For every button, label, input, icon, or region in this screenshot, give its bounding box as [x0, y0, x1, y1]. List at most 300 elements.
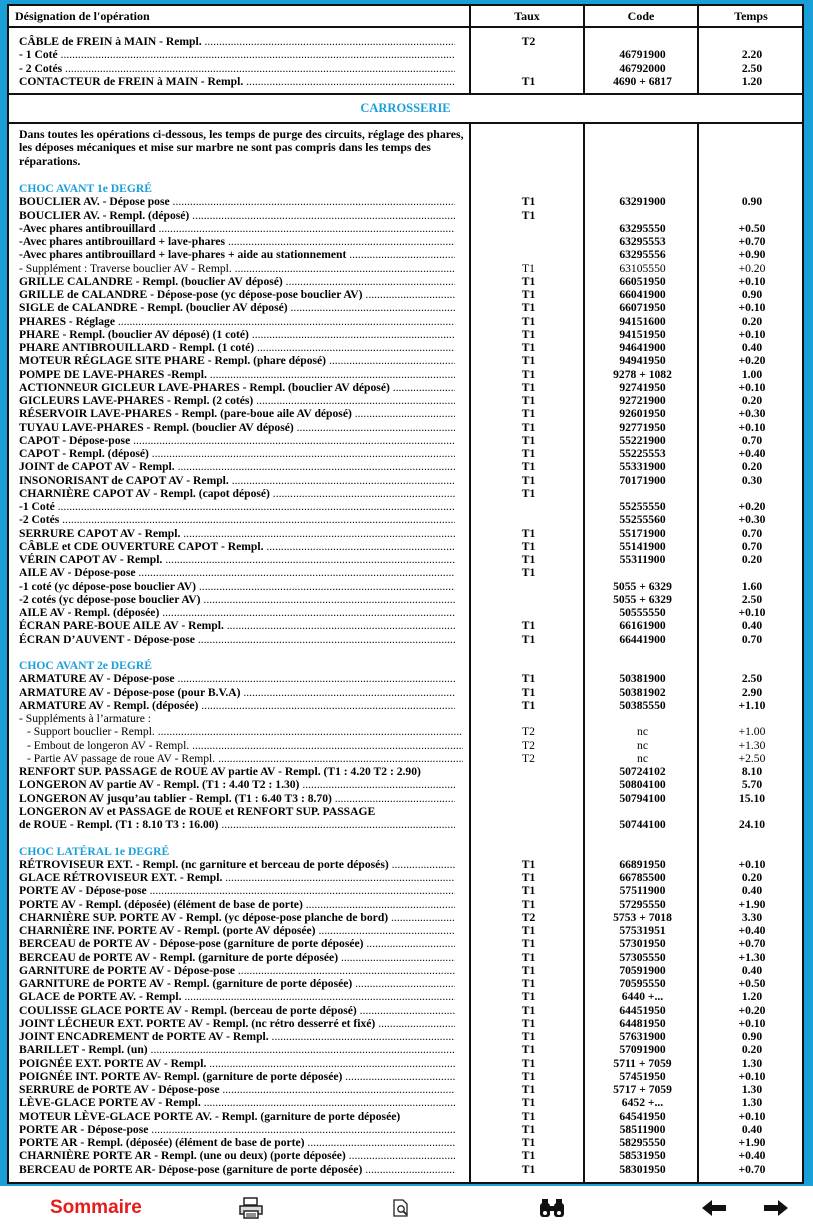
- temps-value: 0.40: [741, 619, 763, 633]
- code-value: 63295550: [619, 221, 666, 235]
- operation-row: [9, 580, 802, 593]
- taux-value: T1: [521, 977, 536, 990]
- code-value: 50804100: [619, 778, 666, 792]
- temps-value: +0.40: [738, 447, 766, 460]
- code-value: 57091900: [619, 1043, 666, 1057]
- operation-row: [9, 328, 802, 341]
- temps-value: +0.40: [738, 1149, 766, 1163]
- code-value: 94151950: [619, 327, 666, 341]
- taux-value: T1: [521, 672, 536, 686]
- operation-row: [9, 752, 802, 765]
- operation-label: SIGLE de CALANDRE - Rempl. (bouclier AV déposé) .....: [19, 301, 455, 314]
- temps-value: +0.10: [738, 1016, 766, 1030]
- temps-value: +0.10: [738, 380, 766, 394]
- code-value: 57531951: [619, 924, 666, 937]
- operation-label: -Avec phares antibrouillard + lave-phares .....: [19, 235, 455, 248]
- code-value: 58511900: [619, 1122, 666, 1136]
- operation-label: GRILLE de CALANDRE - Dépose-pose (yc dépose-pose bouclier AV) .....: [19, 288, 455, 301]
- temps-value: 1.60: [741, 579, 763, 593]
- operation-row: [9, 712, 802, 725]
- code-value: 50381900: [619, 672, 666, 686]
- operation-label: ÉCRAN PARE-BOUE AILE AV - Rempl. .....: [19, 619, 455, 632]
- code-value: 66041900: [619, 288, 666, 301]
- taux-value: T1: [521, 314, 536, 328]
- temps-value: +0.10: [738, 857, 766, 871]
- taux-value: T1: [521, 698, 536, 712]
- operation-label: SERRURE de PORTE AV - Dépose-pose .....: [19, 1083, 455, 1096]
- taux-value: T1: [521, 407, 536, 421]
- taux-value: T1: [521, 1003, 536, 1017]
- taux-value: T1: [521, 1016, 536, 1030]
- code-value: 55225553: [619, 447, 666, 460]
- taux-value: T1: [521, 433, 536, 447]
- sommaire-link[interactable]: Sommaire: [50, 1197, 142, 1218]
- temps-value: +0.20: [738, 354, 766, 368]
- code-value: 58295550: [619, 1136, 666, 1149]
- taux-value: T1: [521, 274, 536, 288]
- operation-label: ARMATURE AV - Dépose-pose (pour B.V.A) .....: [19, 686, 455, 699]
- operation-label: - Embout de longeron AV - Rempl. .....: [19, 739, 463, 752]
- temps-value: +0.70: [738, 235, 766, 248]
- code-value: 66051950: [619, 274, 666, 288]
- taux-value: T1: [521, 354, 536, 368]
- operation-label: CÂBLE et CDE OUVERTURE CAPOT - Rempl. .....: [19, 540, 455, 553]
- temps-value: 0.40: [741, 341, 763, 354]
- temps-value: +0.20: [738, 500, 766, 513]
- code-value: 5055 + 6329: [613, 592, 672, 606]
- operation-label: BERCEAU de PORTE AV - Rempl. (garniture de porte déposée) .....: [19, 951, 455, 964]
- operation-row: [9, 1149, 802, 1162]
- operation-row: [9, 500, 802, 513]
- taux-value: T1: [521, 1083, 536, 1096]
- code-value: nc: [637, 738, 648, 752]
- operation-row: [9, 1083, 802, 1096]
- temps-value: 5.70: [741, 778, 763, 792]
- taux-value: T2: [522, 725, 535, 739]
- operation-row: [9, 606, 802, 619]
- temps-value: +2.50: [738, 751, 766, 765]
- operation-row: [9, 990, 802, 1003]
- code-value: 57305550: [619, 950, 666, 964]
- operation-label: ARMATURE AV - Rempl. (déposée) .....: [19, 699, 455, 712]
- taux-value: T1: [521, 632, 536, 646]
- code-value: 70171900: [619, 473, 666, 487]
- previous-page-button[interactable]: [700, 1194, 728, 1222]
- taux-value: T1: [522, 261, 535, 275]
- temps-value: +0.10: [738, 420, 766, 434]
- operation-label: - 1 Coté .....: [19, 48, 455, 61]
- code-value: 50385550: [619, 698, 666, 712]
- operation-label: BERCEAU de PORTE AV - Dépose-pose (garniture de porte déposée) .....: [19, 937, 455, 950]
- operation-row: [9, 818, 802, 831]
- code-value: 92771950: [619, 420, 666, 434]
- operation-label: BOUCLIER AV. - Rempl. (déposé) .....: [19, 209, 455, 222]
- operation-label: CÂBLE de FREIN à MAIN - Rempl. .....: [19, 35, 455, 48]
- code-value: 66891950: [619, 857, 666, 871]
- operation-row: [9, 686, 802, 699]
- taux-value: T1: [521, 367, 536, 381]
- temps-value: +1.30: [738, 738, 766, 752]
- taux-value: T1: [521, 937, 536, 951]
- operation-row: [9, 884, 802, 897]
- temps-value: 24.10: [738, 818, 766, 831]
- temps-value: 1.30: [741, 1056, 763, 1070]
- taux-value: T1: [521, 924, 536, 937]
- operation-label: -1 coté (yc dépose-pose bouclier AV) .....: [19, 580, 455, 593]
- operation-row: [9, 898, 802, 911]
- operation-label: LONGERON AV partie AV - Rempl. (T1 : 4.40 T2 : 1.30) .....: [19, 778, 455, 791]
- operation-row: [9, 1096, 802, 1109]
- operation-label: MOTEUR LÈVE-GLACE PORTE AV. - Rempl. (garniture de porte déposée): [19, 1109, 401, 1123]
- code-value: 63295556: [619, 248, 666, 262]
- code-value: 94941950: [619, 354, 666, 368]
- operation-label: GLACE RÉTROVISEUR EXT. - Rempl. .....: [19, 871, 455, 884]
- temps-value: +0.70: [738, 937, 766, 951]
- operation-row: [9, 248, 802, 261]
- temps-value: 0.20: [741, 460, 763, 474]
- operation-label: GARNITURE de PORTE AV - Dépose-pose .....: [19, 964, 455, 977]
- taux-value: T2: [521, 35, 536, 48]
- code-value: 57301950: [619, 937, 666, 951]
- code-value: 50381902: [619, 685, 666, 699]
- find-button[interactable]: [536, 1194, 568, 1222]
- temps-value: 0.20: [741, 553, 763, 566]
- operation-label: -2 Cotés .....: [19, 513, 455, 526]
- code-value: 46791900: [619, 48, 666, 62]
- operation-row: [9, 262, 802, 275]
- operation-row: [9, 421, 802, 434]
- search-document-icon: [391, 1198, 411, 1218]
- taux-value: T1: [521, 1149, 536, 1163]
- operation-label: JOINT LÉCHEUR EXT. PORTE AV - Rempl. (nc rétro desserré et fixé) .....: [19, 1017, 455, 1030]
- code-value: 57451950: [619, 1069, 666, 1083]
- temps-value: 0.40: [741, 884, 763, 898]
- operation-label: GRILLE CALANDRE - Rempl. (bouclier AV déposé) .....: [19, 275, 455, 288]
- code-value: 66785500: [619, 871, 666, 884]
- next-page-button[interactable]: [762, 1194, 790, 1222]
- document-sheet: [7, 4, 804, 1184]
- section-heading-label: CHOC AVANT 2e DEGRÉ: [19, 659, 153, 672]
- taux-value: T1: [521, 1109, 536, 1123]
- operation-row: [9, 951, 802, 964]
- operation-label: JOINT de CAPOT AV - Rempl. .....: [19, 460, 455, 473]
- temps-value: 1.00: [741, 367, 763, 381]
- temps-value: 0.20: [741, 1043, 763, 1057]
- taux-value: T1: [521, 301, 536, 315]
- operation-row: [9, 195, 802, 208]
- taux-value: T1: [521, 990, 536, 1004]
- operation-label: BERCEAU de PORTE AR- Dépose-pose (garniture de porte déposée) .....: [19, 1163, 455, 1176]
- operation-label: GICLEURS LAVE-PHARES - Rempl. (2 cotés) .....: [19, 394, 455, 407]
- code-value: 70591900: [619, 963, 666, 977]
- code-value: 63105550: [619, 261, 666, 275]
- operation-label: - 2 Cotés .....: [19, 62, 455, 75]
- operation-row: [9, 222, 802, 235]
- temps-value: +0.50: [738, 977, 766, 990]
- operation-row: [9, 209, 802, 222]
- taux-value: T1: [521, 566, 536, 580]
- temps-value: +1.90: [738, 897, 766, 911]
- operation-row: [9, 593, 802, 606]
- taux-value: T1: [521, 526, 536, 540]
- operation-label: POIGNÉE INT. PORTE AV- Rempl. (garniture de porte déposée) .....: [19, 1070, 455, 1083]
- operation-row: [9, 924, 802, 937]
- taux-value: T1: [521, 1122, 536, 1136]
- temps-value: +0.10: [738, 1069, 766, 1083]
- temps-value: +0.20: [738, 261, 766, 275]
- operation-row: [9, 48, 802, 61]
- taux-value: T1: [521, 1069, 536, 1083]
- operation-row: [9, 394, 802, 407]
- section-heading: [9, 659, 802, 672]
- operation-row: [9, 474, 802, 487]
- taux-value: T1: [521, 1030, 536, 1043]
- temps-value: 0.70: [741, 526, 763, 540]
- operation-row: [9, 407, 802, 420]
- operation-label: CHARNIÈRE INF. PORTE AV - Rempl. (porte AV déposée) .....: [19, 924, 455, 937]
- code-value: 66441900: [619, 632, 666, 646]
- taux-value: T1: [521, 195, 536, 209]
- operation-row: [9, 434, 802, 447]
- operation-label: RÉSERVOIR LAVE-PHARES - Rempl. (pare-boue aile AV déposé) .....: [19, 407, 455, 420]
- operation-row: [9, 354, 802, 367]
- code-value: 64451950: [619, 1003, 666, 1017]
- operation-row: [9, 619, 802, 632]
- code-value: 9278 + 1082: [613, 367, 672, 381]
- code-value: 58301950: [619, 1162, 666, 1176]
- operation-row: [9, 633, 802, 646]
- operation-label: PHARE - Rempl. (bouclier AV déposé) (1 coté) .....: [19, 328, 455, 341]
- operation-row: [9, 235, 802, 248]
- temps-value: 2.90: [741, 685, 763, 699]
- temps-value: +0.90: [738, 248, 766, 262]
- temps-value: +0.10: [738, 301, 766, 315]
- temps-value: +0.20: [738, 1003, 766, 1017]
- taux-value: T1: [521, 950, 536, 964]
- operation-row: [9, 792, 802, 805]
- operation-row: [9, 341, 802, 354]
- taux-value: T1: [521, 539, 536, 553]
- code-value: 5055 + 6329: [613, 579, 672, 593]
- temps-value: 0.40: [741, 963, 763, 977]
- header-separator: [9, 26, 802, 28]
- operation-row: [9, 513, 802, 526]
- operation-row: [9, 566, 802, 579]
- section-heading-label: CHOC AVANT 1e DEGRÉ: [19, 182, 153, 195]
- taux-value: T1: [521, 473, 536, 487]
- arrow-left-icon: [701, 1199, 727, 1217]
- operation-label: CHARNIÈRE PORTE AR - Rempl. (une ou deux) (porte déposée) .....: [19, 1149, 455, 1162]
- operation-row: [9, 301, 802, 314]
- code-value: 5753 + 7018: [613, 910, 672, 924]
- operation-label: CHARNIÈRE SUP. PORTE AV - Rempl. (yc dépose-pose planche de bord) .....: [19, 911, 455, 924]
- taux-value: T1: [521, 380, 536, 394]
- operation-row: [9, 1057, 802, 1070]
- operation-label: VÉRIN CAPOT AV - Rempl. .....: [19, 553, 455, 566]
- operation-row: [9, 739, 802, 752]
- taux-value: T1: [521, 1162, 536, 1176]
- operation-label: de ROUE - Rempl. (T1 : 8.10 T3 : 16.00) .....: [19, 818, 455, 831]
- section-separator: [9, 122, 802, 124]
- operation-row: [9, 368, 802, 381]
- operation-label: CAPOT - Rempl. (déposé) .....: [19, 447, 455, 460]
- operation-label: POIGNÉE EXT. PORTE AV - Rempl. .....: [19, 1057, 455, 1070]
- temps-value: +1.90: [738, 1136, 766, 1149]
- code-value: 55311900: [619, 553, 666, 566]
- code-value: 92601950: [619, 407, 666, 421]
- temps-value: +0.40: [738, 924, 766, 937]
- operation-row: [9, 1136, 802, 1149]
- code-value: nc: [637, 751, 648, 765]
- code-value: 5717 + 7059: [613, 1083, 672, 1096]
- operation-row: [9, 487, 802, 500]
- temps-value: 0.40: [741, 1122, 763, 1136]
- code-value: 50724102: [619, 765, 666, 778]
- operation-label: PORTE AV - Dépose-pose .....: [19, 884, 455, 897]
- temps-value: 2.50: [741, 61, 763, 75]
- taux-value: T1: [521, 685, 536, 699]
- temps-value: +0.30: [738, 407, 766, 421]
- operation-row: [9, 275, 802, 288]
- operation-label: PORTE AV - Rempl. (déposée) (élément de base de porte) .....: [19, 898, 455, 911]
- operation-row: [9, 540, 802, 553]
- taux-value: T1: [521, 447, 536, 460]
- operation-row: [9, 964, 802, 977]
- operation-label: CHARNIÈRE CAPOT AV - Rempl. (capot déposé) .....: [19, 487, 455, 500]
- operation-label: - Suppléments à l’armature :: [19, 712, 151, 725]
- temps-value: +0.10: [738, 274, 766, 288]
- taux-value: T2: [521, 910, 536, 924]
- code-value: 92721900: [619, 394, 666, 407]
- taux-value: T1: [521, 857, 536, 871]
- taux-value: T1: [521, 963, 536, 977]
- temps-value: 2.50: [741, 672, 763, 686]
- taux-value: T1: [521, 420, 536, 434]
- header-temps: Temps: [734, 9, 768, 23]
- operation-label: PHARES - Réglage .....: [19, 315, 455, 328]
- header-code: Code: [627, 9, 655, 23]
- operation-label: JOINT ENCADREMENT de PORTE AV - Rempl. .....: [19, 1030, 455, 1043]
- temps-value: +0.10: [738, 606, 766, 619]
- operation-label: AILE AV - Rempl. (déposée) .....: [19, 606, 455, 619]
- taux-value: T1: [521, 884, 536, 898]
- temps-value: 1.30: [741, 1096, 763, 1110]
- operation-label: - Supplément : Traverse bouclier AV - Rempl. .....: [19, 262, 455, 275]
- operation-row: [9, 805, 802, 818]
- operation-label: PORTE AR - Dépose-pose .....: [19, 1123, 455, 1136]
- code-value: 94641900: [619, 341, 666, 354]
- operation-label: BOUCLIER AV. - Dépose pose .....: [19, 195, 455, 208]
- operation-label: -1 Coté .....: [19, 500, 455, 513]
- code-value: 57295550: [619, 897, 666, 911]
- operation-label: MOTEUR RÉGLAGE SITE PHARE - Rempl. (phare déposé) .....: [19, 354, 455, 367]
- operation-row: [9, 1043, 802, 1056]
- binoculars-icon: [538, 1197, 566, 1219]
- printer-icon: [238, 1197, 264, 1219]
- print-button[interactable]: [236, 1194, 266, 1222]
- operation-label: SERRURE CAPOT AV - Rempl. .....: [19, 527, 455, 540]
- operation-label: CAPOT - Dépose-pose .....: [19, 434, 455, 447]
- operation-row: [9, 911, 802, 924]
- temps-value: 2.50: [741, 592, 763, 606]
- taux-value: T1: [521, 327, 536, 341]
- operation-label: PORTE AR - Rempl. (déposée) (élément de base de porte) .....: [19, 1136, 455, 1149]
- temps-value: 3.30: [741, 910, 763, 924]
- taux-value: T1: [521, 460, 536, 474]
- header-designation: Désignation de l'opération: [15, 9, 150, 23]
- temps-value: 0.70: [741, 433, 763, 447]
- temps-value: 1.20: [741, 74, 763, 88]
- operation-label: TUYAU LAVE-PHARES - Rempl. (bouclier AV déposé) .....: [19, 421, 455, 434]
- code-value: 50555550: [619, 606, 666, 619]
- operation-label: ÉCRAN D’AUVENT - Dépose-pose .....: [19, 633, 455, 646]
- code-value: 50744100: [619, 818, 666, 831]
- taux-value: T1: [521, 619, 536, 633]
- temps-value: +1.30: [738, 950, 766, 964]
- operation-label: GLACE de PORTE AV. - Rempl. .....: [19, 990, 455, 1003]
- code-value: 5711 + 7059: [613, 1056, 672, 1070]
- temps-value: +1.10: [738, 698, 766, 712]
- operation-row: [9, 62, 802, 75]
- temps-value: 0.20: [741, 394, 763, 407]
- search-button[interactable]: [388, 1194, 414, 1222]
- operation-label: CONTACTEUR de FREIN à MAIN - Rempl. .....: [19, 75, 455, 88]
- operation-row: [9, 288, 802, 301]
- code-value: 4690 + 6817: [613, 74, 672, 88]
- operation-label: ACTIONNEUR GICLEUR LAVE-PHARES - Rempl. (bouclier AV déposé) .....: [19, 381, 455, 394]
- code-value: 57511900: [619, 884, 666, 898]
- taux-value: T1: [521, 1096, 536, 1110]
- taux-value: T1: [521, 897, 536, 911]
- code-value: 6452 +...: [621, 1096, 664, 1110]
- operation-row: [9, 672, 802, 685]
- code-value: 55255560: [619, 513, 666, 527]
- taux-value: T1: [521, 74, 536, 88]
- operation-row: [9, 1110, 802, 1123]
- taux-value: T1: [521, 486, 536, 500]
- operation-row: [9, 725, 802, 738]
- taux-value: T1: [521, 394, 536, 407]
- operation-label: PHARE ANTIBROUILLARD - Rempl. (1 coté) .....: [19, 341, 455, 354]
- taux-value: T1: [521, 288, 536, 301]
- code-value: 50794100: [619, 791, 666, 805]
- temps-value: 8.10: [741, 765, 763, 778]
- code-value: 46792000: [619, 61, 666, 75]
- operation-row: [9, 1163, 802, 1176]
- code-value: 55221900: [619, 433, 666, 447]
- operation-label: LONGERON AV et PASSAGE de ROUE et RENFORT SUP. PASSAGE: [19, 804, 376, 818]
- taux-value: T1: [521, 1136, 536, 1149]
- temps-value: 1.30: [741, 1083, 763, 1096]
- temps-value: 0.90: [741, 195, 763, 209]
- section-heading: [9, 182, 802, 195]
- operation-row: [9, 381, 802, 394]
- operation-row: [9, 553, 802, 566]
- operation-label: LONGERON AV jusqu’au tablier - Rempl. (T1 : 6.40 T3 : 8.70) .....: [19, 792, 455, 805]
- operation-row: [9, 1070, 802, 1083]
- section-heading: [9, 845, 802, 858]
- code-value: 63295553: [619, 235, 666, 248]
- code-value: 92741950: [619, 380, 666, 394]
- taux-value: T1: [521, 553, 536, 566]
- section-title-carrosserie: CARROSSERIE: [360, 101, 451, 115]
- footer-toolbar: [0, 1186, 813, 1229]
- code-value: 55331900: [619, 460, 666, 474]
- operation-label: COULISSE GLACE PORTE AV - Rempl. (berceau de porte déposé) .....: [19, 1004, 455, 1017]
- temps-value: +0.50: [738, 221, 766, 235]
- code-value: 55255550: [619, 500, 666, 513]
- operation-label: -Avec phares antibrouillard + lave-phares + aide au stationnement .....: [19, 248, 455, 261]
